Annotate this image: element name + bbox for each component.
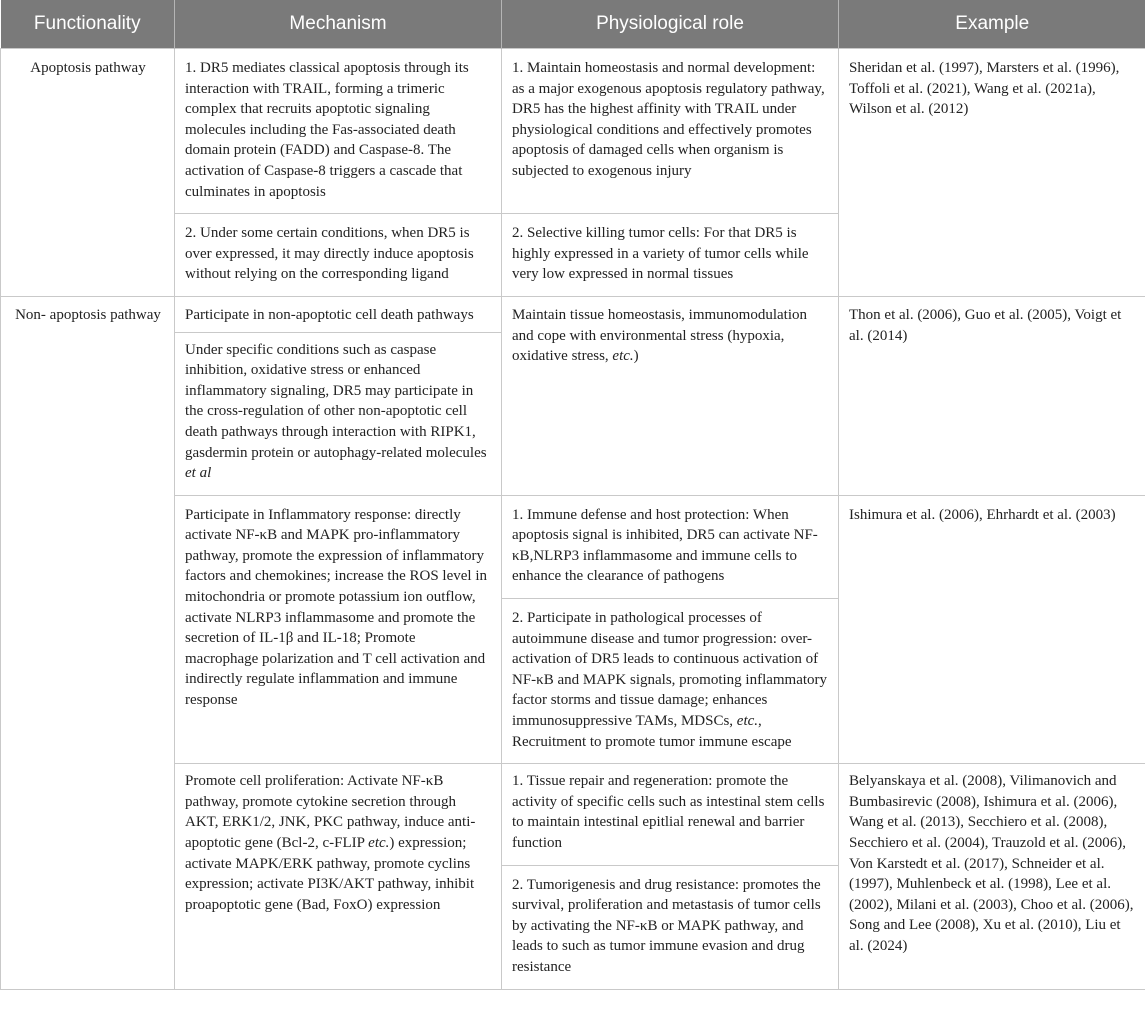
mechanism-text: Promote cell proliferation: Activate NF-κB pathway, promote cytokine secretion through AKT, ERK1/2, JNK, PKC pathway, induce anti-apoptotic gene (Bcl-2, c-FLIP [185,773,476,851]
header-functionality: Functionality [1,0,175,49]
example-cell: Ishimura et al. (2006), Ehrhardt et al. (2003) [839,495,1145,764]
role-text-italic: etc. [736,713,759,730]
role-cell: 2. Selective killing tumor cells: For that DR5 is highly expressed in a variety of tumor cells while very low expressed in normal tissues [502,214,839,297]
mechanism-cell: 1. DR5 mediates classical apoptosis through its interaction with TRAIL, forming a trimeric complex that recruits apoptotic signaling molecules including the Fas-associated death domain protein (FADD) and Caspase-8. The activation of Caspase-8 triggers a cascade that culminates in apoptosis [175,49,502,214]
mechanism-text: Under specific conditions such as caspase inhibition, oxidative stress or enhanced inflammatory signaling, DR5 may participate in the cross-regulation of other non-apoptotic cell death pathways through interaction with RIPK1, gasdermin protein or autophagy-related molecules [185,341,487,461]
example-cell: Belyanskaya et al. (2008), Vilimanovich and Bumbasirevic (2008), Ishimura et al. (2006), Wang et al. (2013), Secchiero et al. (2008), Secchiero et al. (2004), Trauzold et al. (2006), Von Karstedt et al. (2017), Schneider et al. (1997), Muhlenbeck et al. (1998), Lee et al. (2002), Milani et al. (2003), Choo et al. (2006), Song and Lee (2008), Xu et al. (2010), Liu et al. (2024) [839,764,1145,989]
role-text-italic: etc. [612,348,634,365]
header-row [1,0,1145,49]
header-mechanism: Mechanism [175,0,502,49]
header-physiological-role: Physiological role [502,0,839,49]
mechanism-cell [175,332,502,495]
example-cell: Sheridan et al. (1997), Marsters et al. (1996), Toffoli et al. (2021), Wang et al. (2021a), Wilson et al. (2012) [839,49,1145,297]
mechanism-cell [175,764,502,989]
role-text: Maintain tissue homeostasis, immunomodulation and cope with environmental stress (hypoxia, oxidative stress, [512,306,807,365]
role-cell: 1. Immune defense and host protection: When apoptosis signal is inhibited, DR5 can activate NF-κB,NLRP3 inflammasome and immune cells to enhance the clearance of pathogens [502,495,839,598]
role-cell: 1. Maintain homeostasis and normal development: as a major exogenous apoptosis regulatory pathway, DR5 has the highest affinity with TRAIL under physiological conditions and effectively promotes apoptosis of damaged cells when organism is subjected to exogenous injury [502,49,839,214]
role-cell [502,296,839,495]
mechanism-cell: Participate in non-apoptotic cell death pathways [175,296,502,332]
mechanism-cell: 2. Under some certain conditions, when DR5 is over expressed, it may directly induce apoptosis without relying on the corresponding ligand [175,214,502,297]
mechanism-text-italic: etc. [368,835,390,851]
header-example: Example [839,0,1145,49]
example-cell: Thon et al. (2006), Guo et al. (2005), Voigt et al. (2014) [839,296,1145,495]
role-cell: 2. Tumorigenesis and drug resistance: promotes the survival, proliferation and metastasis of tumor cells by activating the NF-κB or MAPK pathway, and leads to such as tumor immune evasion and drug resistance [502,865,839,989]
role-cell: 1. Tissue repair and regeneration: promote the activity of specific cells such as intestinal stem cells to maintain intestinal epitlial renewal and barrier function [502,764,839,865]
role-text-end: , Recruitment to promote tumor immune escape [512,713,792,750]
role-text: 2. Participate in pathological processes of autoimmune disease and tumor progression: over-activation of DR5 leads to continuous activation of NF-κB and MAPK signals, promoting inflammatory factor storms and tissue damage; enhances immunosuppressive TAMs, MDSCs, [512,610,828,730]
role-text-end: ) [633,348,639,365]
functionality-non-apoptosis: Non- apoptosis pathway [1,296,175,989]
functionality-apoptosis: Apoptosis pathway [1,49,175,297]
mechanism-text-end: ) expression; activate MAPK/ERK pathway, promote cyclins expression; activate PI3K/AKT pathway, inhibit proapoptotic gene (Bad, FoxO) expression [185,835,475,913]
table-row [1,296,1145,332]
mechanism-cell: Participate in Inflammatory response: directly activate NF-κB and MAPK pro-inflammatory pathway, promote the expression of inflammatory factors and chemokines; increase the ROS level in mitochondria or promote potassium ion outflow, activate NLRP3 inflammasome and promote the secretion of IL-1β and IL-18; Promote macrophage polarization and T cell activation and indirectly regulate inflammation and immune response [175,495,502,764]
mechanism-text-italic: et al [185,465,212,482]
role-cell [502,599,839,764]
table-row [1,49,1145,214]
